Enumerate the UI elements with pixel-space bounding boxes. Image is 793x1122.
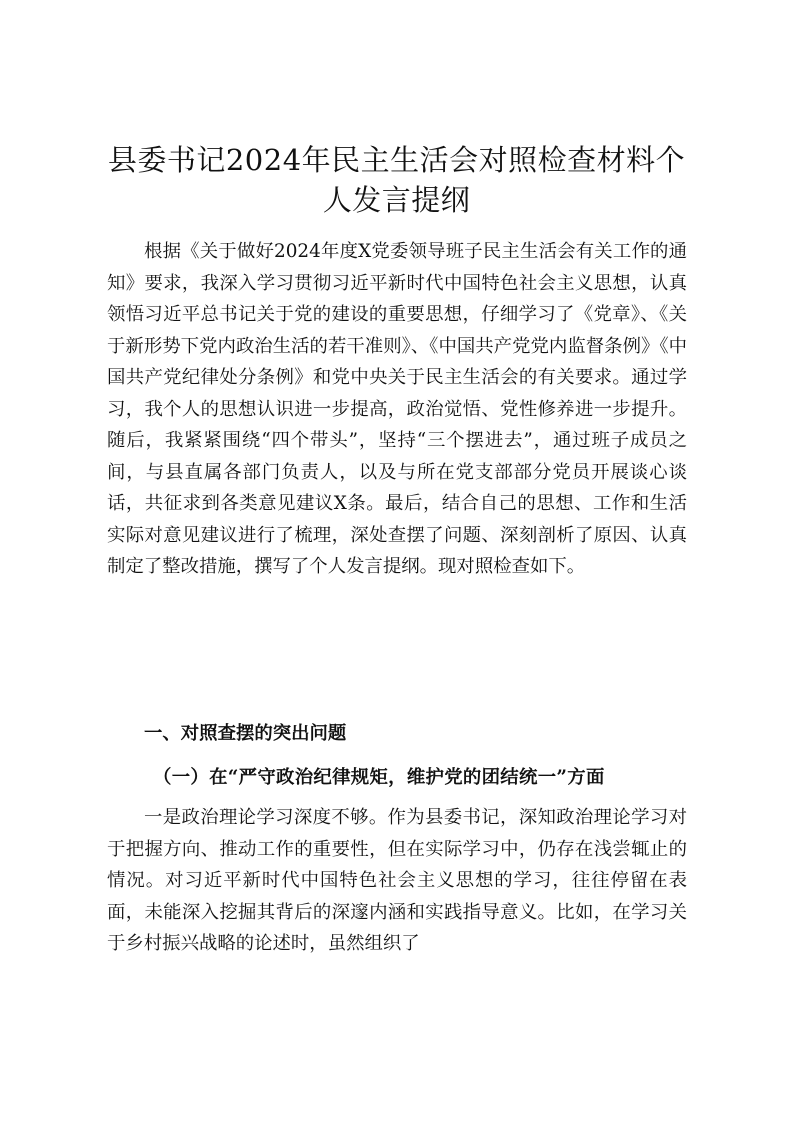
intro-paragraph: 根据《关于做好2024年度X党委领导班子民主生活会有关工作的通知》要求，我深入学习贯彻习近平新时代中国特色社会主义思想，认真领悟习近平总书记关于党的建设的重要思想，仔细学习了《党章》、《关于新形势下党内政治生活的若干准则》、《中国共产党党内监督条例》《中国共产党纪律处分条例》和党中央关于民主生活会的有关要求。通过学习，我个人的思想认识进一步提高，政治觉悟、党性修养进一步提升。随后，我紧紧围绕“四个带头”，坚持“三个摆进去”，通过班子成员之间，与县直属各部门负责人，以及与所在党支部部分党员开展谈心谈话，共征求到各类意见建议X条。最后，结合自己的思想、工作和生活实际对意见建议进行了梳理，深处查摆了问题、深刻剖析了原因、认真制定了整改措施，撰写了个人发言提纲。现对照检查如下。: [107, 241, 687, 577]
body-paragraph: 一是政治理论学习深度不够。作为县委书记，深知政治理论学习对于把握方向、推动工作的重要性，但在实际学习中，仍存在浅尝辄止的情况。对习近平新时代中国特色社会主义思想的学习，往往停留在表面，未能深入挖掘其背后的深邃内涵和实践指导意义。比如，在学习关于乡村振兴战略的论述时，虽然组织了: [107, 807, 687, 954]
subsection-heading: （一）在“严守政治纪律规矩，维护党的团结统一”方面: [153, 767, 605, 788]
document-title: 县委书记2024年民主生活会对照检查材料个人发言提纲: [107, 143, 686, 217]
section-heading: 一、对照查摆的突出问题: [144, 723, 347, 744]
